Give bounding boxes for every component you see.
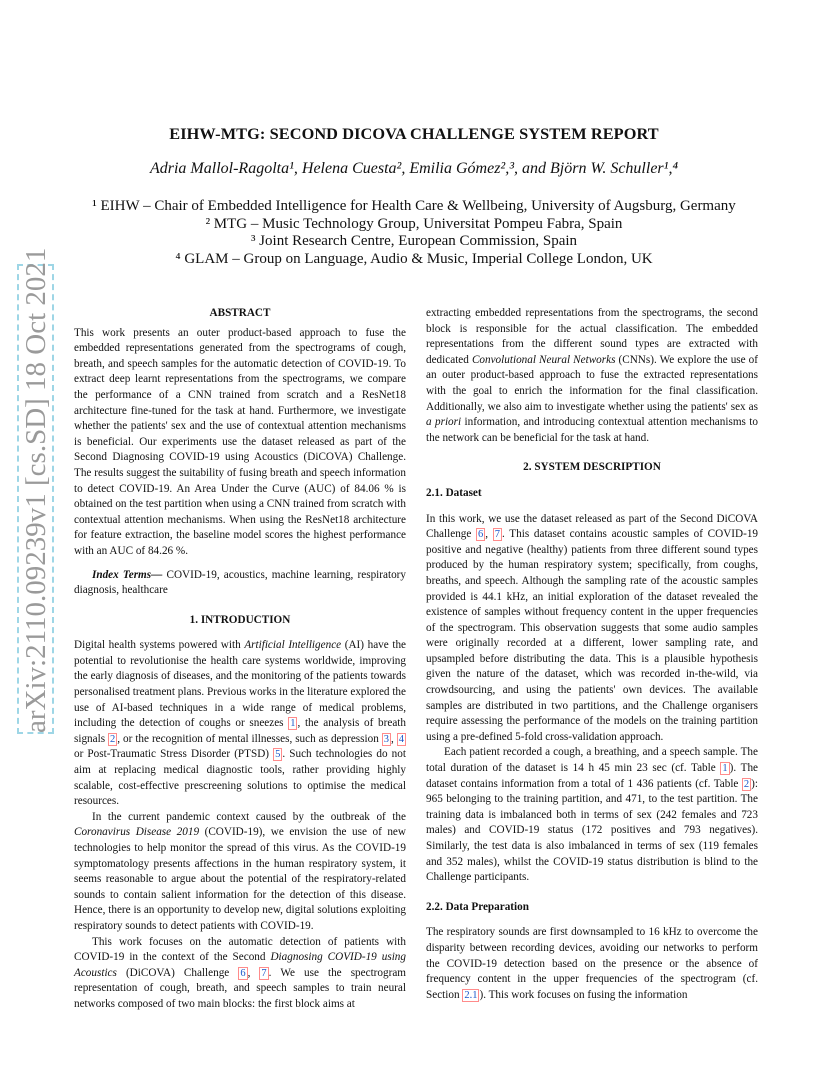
- right-column: [426, 306, 758, 1003]
- affiliation-1: ¹ EIHW – Chair of Embedded Intelligence for Health Care & Wellbeing, University of Augsburg, Germany: [92, 198, 736, 214]
- authors: Adria Mallol-Ragolta¹, Helena Cuesta², Emilia Gómez²,³, and Björn W. Schuller¹,⁴: [149, 160, 679, 177]
- dataset-heading: 2.1. Dataset: [426, 486, 482, 499]
- intro-heading: 1. INTRODUCTION: [189, 613, 291, 626]
- affiliation-2: ² MTG – Music Technology Group, Universitat Pompeu Fabra, Spain: [205, 216, 623, 232]
- left-column: [74, 306, 406, 1013]
- right-intro-continuation: extracting embedded representations from the spectrograms, the second block is responsible for the actual classification. The embedded representations from the different sound types are extracted with dedicated Convolutional Neural Networks (CNNs). We explore the use of an outer product-based approach to fuse the extracted representations with the goal to enrich the information for the final classification. Additionally, we also aim to investigate whether using the patients' sex as a priori information, and introducing contextual attention mechanisms to the network can be beneficial for the task at hand.: [426, 307, 758, 444]
- intro-paragraph-3: This work focuses on the automatic detection of patients with COVID-19 in the context of the Second Diagnosing COVID-19 using Acoustics (DiCOVA) Challenge 6 , 7 . We use the spectrogram representation of cough, breath, and speech samples to train neural networks composed of two main blocks: the first block aims at: [74, 935, 406, 1010]
- intro-paragraph-2: In the current pandemic context caused by the outbreak of the Coronavirus Disease 2019 (COVID-19), we envision the use of new technologies to help monitor the spread of this virus. As the COVID-19 symptomatology presents affections in the human respiratory system, it seems reasonable to argue about the potential of the respiratory-related sounds to contain salient information for the detection of this disease. Hence, there is an opportunity to develop new, digital solutions exploiting respiratory sounds to detect patients with COVID-19.: [74, 810, 406, 932]
- dataset-paragraph-2: Each patient recorded a cough, a breathing, and a speech sample. The total duration of the dataset is 14 h 45 min 23 sec (cf. Table 1 ). The dataset contains information from a total of 1 436 patients (cf. Table 2 ): 965 belonging to the training partition, and 471, to the test partition. The training data is imbalanced both in terms of sex (242 females and 723 males) and COVID-19 status (172 positives and 793 negatives). Similarly, the test data is also imbalanced in terms of sex (119 females and 352 males), whilst the COVID-19 status distribution is blind to the Challenge participants.: [426, 746, 759, 884]
- index-terms: Index Terms— COVID-19, acoustics, machine learning, respiratory diagnosis, healthcare: [74, 568, 406, 597]
- intro-paragraph-1: Digital health systems powered with Artificial Intelligence (AI) have the potential to revolutionise the health care systems worldwide, improving the early diagnosis of diseases, and the monitoring of the patients towards personalised treatment plans. Previous works in the literature explored the use of AI-based techniques in a wide range of medical problems, including the detection of coughs or sneezes 1 , the analysis of breath signals 2 , or the recognition of mental illnesses, such as depression 3 , 4 or Post-Traumatic Stress Disorder (PTSD) 5 . Such technologies do not aim at replacing medical diagnostic tools, rather providing highly scalable, cost-effective prescreening solutions to optimise the medical resources.: [74, 639, 407, 808]
- paper-title: EIHW-MTG: SECOND DICOVA CHALLENGE SYSTEM REPORT: [169, 124, 659, 143]
- arxiv-stamp: arXiv:2110.09239v1 [cs.SD] 18 Oct 2021: [20, 247, 52, 733]
- abstract-text: This work presents an outer product-based approach to fuse the embedded representations generated from the spectrograms of cough, breath, and speech samples for the automatic detection of COVID-19. To extract deep learnt representations from the spectrograms, we compare the performance of a CNN trained from scratch and a ResNet18 architecture fine-tuned for the task at hand. Furthermore, we investigate whether the patients' sex and the use of contextual attention mechanisms is beneficial. Our experiments use the dataset released as part of the Second Diagnosing COVID-19 using Acoustics (DiCOVA) Challenge. The results suggest the suitability of fusing breath and speech information to detect COVID-19. An Area Under the Curve (AUC) of 84.06 % is obtained on the test partition when using a CNN trained from scratch with contextual attention mechanisms. When using the ResNet18 architecture for feature extraction, the baseline model scores the highest performance with an AUC of 84.26 %.: [74, 326, 406, 557]
- prep-heading: 2.2. Data Preparation: [426, 900, 529, 913]
- abstract-heading: ABSTRACT: [209, 307, 271, 319]
- prep-paragraph: The respiratory sounds are first downsampled to 16 kHz to overcome the disparity between recording devices, avoiding our networks to perform the COVID-19 detection based on the presence or the absence of frequency content in the upper frequencies of the spectrogram (cf. Section 2.1 ). This work focuses on fusing the information: [426, 926, 758, 1001]
- sysdesc-heading: 2. SYSTEM DESCRIPTION: [523, 461, 661, 474]
- affiliation-3: ³ Joint Research Centre, European Commission, Spain: [250, 233, 578, 249]
- affiliation-4: ⁴ GLAM – Group on Language, Audio & Music, Imperial College London, UK: [175, 251, 653, 267]
- dataset-paragraph-1: In this work, we use the dataset released as part of the Second DiCOVA Challenge 6 , 7 . This dataset contains acoustic samples of COVID-19 positive and negative (healthy) patients from three different sound types produced by the human respiratory system; specifically, from coughs, breaths, and speech. Although the sampling rate of the acoustic samples provided is 44.1 kHz, an initial exploration of the dataset revealed the existence of samples without frequency content in the upper frequencies of the spectrogram. This observation suggests that some audio samples were originally recorded at a different, lower sampling rate, and upsampled before distributing the data. This is a plausible hypothesis given the nature of the dataset, which was recorded in-the-wild, via crowdsourcing, and using the patients' own devices. The available samples are distributed in two partitions, and the Challenge organisers require assessing the performance of the models on the training partition using a pre-defined 5-fold cross-validation approach.: [426, 512, 759, 743]
